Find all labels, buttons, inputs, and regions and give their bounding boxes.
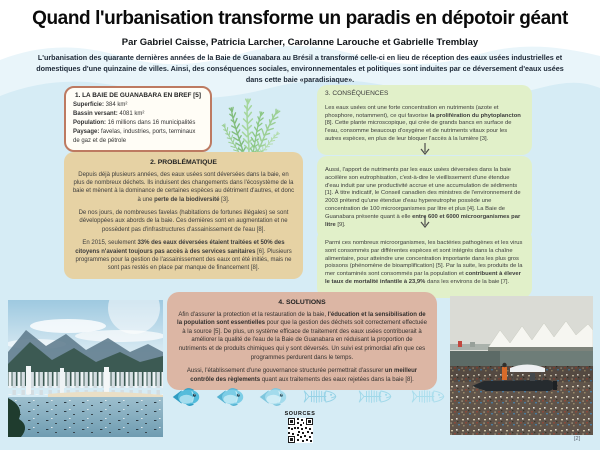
fact-superficie: Superficie: 384 km²	[73, 102, 128, 108]
problem-box	[64, 152, 303, 279]
consequences-paragraph-2: Aussi, l'apport de nutriments par les eaux usées déversées dans la baie accélère son eutrophisation, c'est-à-dire le vieillissement d'une étendue d'eau induit par une productivité accrue et une accumulation de sédiments [1]. À titre indicatif, le Conseil canadien des ministres de l'environnement de 2003 prétend qu'une étendue d'eau hypereutrophe possède une concentration de 100 microorganismes par litre et plus [4]. La Baie de Guanabara présente quant à elle entre 600 et 6000 microorganismes par litre [9].	[325, 166, 521, 228]
fish-health-gradient	[0, 385, 600, 413]
problem-paragraph-2: De nos jours, de nombreuses favelas (habitations de fortunes illégales) se sont développées aux abords de la baie. Ces dernières sont en augmentation et ne possèdent pas d'infrastructures d'assainissement de l'eau [8].	[78, 210, 289, 233]
fish-skeleton-icon-2	[358, 385, 392, 408]
fact-bassin-versant: Bassin versant: 4081 km²	[73, 111, 145, 117]
fish-skeleton-icon-1	[303, 385, 337, 408]
qr-code	[288, 418, 313, 443]
fish-icon-1	[171, 385, 201, 409]
problem-paragraph-1: Depuis déjà plusieurs années, des eaux usées sont déversées dans la baie, en plus de nombreux déchets. Ils induisent des changements dans l'écosystème de la baie et mènent à la dominance de certaines espèces au détriment d'autres, et donc à une perte de la biodiversité [3].	[72, 171, 295, 203]
solutions-paragraph-1: Afin d'assurer la protection et la restauration de la baie, l'éducation et la sensibilisation de la population sont essentielles pour que la gestion des déchets soit correctement effectuée à la source [5]. De plus, un système efficace de traitement des eaux usées contribuerait à améliorer la qualité de l'eau de la Baie de Guanabara en réduisant la proportion de nutriments et de produits chimiques qui y sont déversés. Un suivi est primordial afin que ces programmes perdurent dans le temps.	[177, 311, 427, 361]
info-box-title: 1. LA BAIE DE GUANABARA EN BREF [5]	[75, 92, 201, 99]
sources-label: SOURCES	[284, 411, 316, 417]
authors-line: Par Gabriel Caisse, Patricia Larcher, Carolanne Larouche et Gabrielle Tremblay	[121, 37, 479, 48]
solutions-title: 4. SOLUTIONS	[278, 299, 326, 306]
arrow-down-icon	[419, 143, 431, 156]
fact-population: Population: 16 millions dans 16 municipalités	[73, 120, 196, 126]
consequences-paragraph-1: Les eaux usées ont une forte concentration en nutriments (azote et phosphore, notamment), ce qui favorise la prolifération du phytoplancton [8]. Cette plante microscopique, qui crée de grands bancs en surface de l'eau, consomme beaucoup d'oxygène et de nutriments vitaux pour les autres espèces, en plus de leur bloquer l'accès à la lumière [3].	[325, 104, 521, 142]
consequences-title: 3. CONSÉQUENCES	[325, 90, 389, 97]
info-box-guanabara	[64, 86, 212, 152]
photo-citation: [2]	[574, 436, 581, 442]
solutions-paragraph-2: Aussi, l'établissement d'une gouvernance structurée permettrait d'assurer un meilleur contrôle des règlements quant aux traitements des eaux rejetées dans la baie [8].	[186, 368, 418, 383]
photo-rio-skyline	[8, 300, 163, 437]
solutions-box	[167, 292, 437, 390]
photo-polluted-bay	[450, 296, 593, 435]
arrow-down-icon	[419, 216, 431, 229]
problem-box-title: 2. PROBLÉMATIQUE	[150, 159, 217, 166]
fish-skeleton-icon-3	[411, 385, 445, 408]
page-title: Quand l'urbanisation transforme un paradis en dépotoir géant	[32, 8, 568, 29]
problem-paragraph-3: En 2015, seulement 33% des eaux déversées étaient traitées et 50% des citoyens n'avaient toujours pas accès à des services sanitaires [6]. Plusieurs programmes pour la gestion de l'assainissement des eaux ont été initiés, mais ne sont pas restés en place par manque de financement [8].	[75, 240, 292, 272]
fact-paysage: Paysage: favelas, industries, ports, terminaux de gaz et de pétrole	[73, 129, 196, 144]
consequences-paragraph-3: Parmi ces nombreux microorganismes, les bactéries pathogènes et les virus sont consommés par différentes espèces et sont intégrés dans la chaîne alimentaire, pour atteindre une concentration importante dans les plus gros poissons (phénomène de bioamplification) [5]. Par la suite, les produits de la mer contaminés sont consommés par la population et contribuent à élever le taux de mortalité infantile à 23,9% dans les environs de la baie [7].	[325, 239, 523, 285]
consequences-box-3	[317, 229, 532, 298]
fish-icon-3	[258, 385, 288, 409]
intro-text: L'urbanisation des quarante dernières années de la Baie de Guanabara au Brésil a transformé celle-ci en lieu de réception des eaux usées industrielles et domestiques d'une quinzaine de villes. Ainsi, des conséquences sociales, environnementales et politiques sont induites par ce déversement d'eaux usées dans cette baie «paradisiaque».	[36, 53, 564, 84]
fish-icon-2	[215, 385, 245, 409]
